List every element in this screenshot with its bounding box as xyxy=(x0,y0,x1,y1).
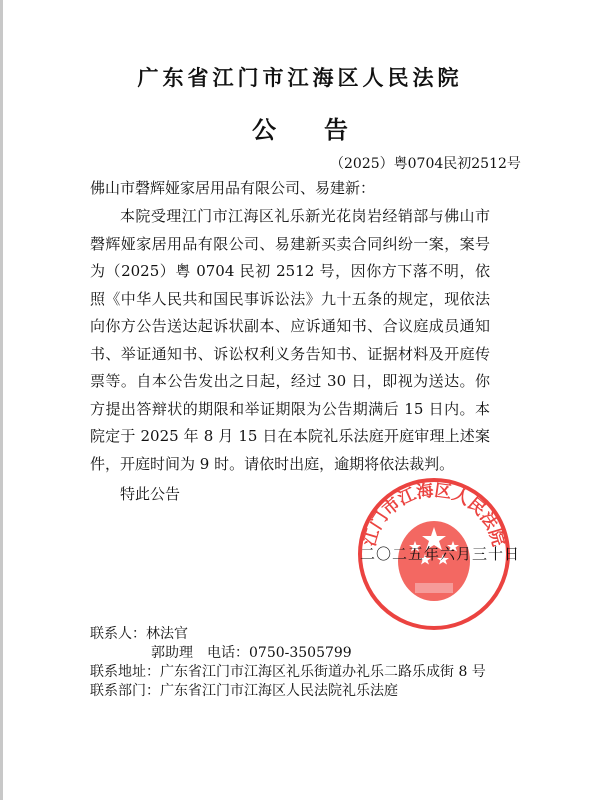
court-name: 广东省江门市江海区人民法院 xyxy=(137,65,463,90)
contact-address-row xyxy=(90,661,486,681)
contact-person-label: 联系人： xyxy=(90,626,146,642)
department-value: 广东省江门市江海区人民法院礼乐法庭 xyxy=(160,683,398,699)
phone-number: 0750-3505799 xyxy=(249,645,352,661)
contact-person-2-row xyxy=(151,642,352,662)
contact-person-row xyxy=(90,623,188,643)
body-paragraph: 本院受理江门市江海区礼乐新光花岗岩经销部与佛山市磬辉娅家居用品有限公司、易建新买卖合同纠纷一案，案号为（2025）粤 0704 民初 2512 号，因你方下落不明，依照《中华人民共和国民事诉讼法》九十五条的规定，现依法向你方公告送达起诉状副本、应诉通知书、合议庭成员通知书、举证通知书、诉讼权利义务告知书、证据材料及开庭传票等。自本公告发出之日起，经过 30 日，即视为送达。你方提出答辩状的期限和举证期限为公告期满后 15 日内。本院定于 2025 年 8 月 15 日在本院礼乐法庭开庭审理上述案件，开庭时间为 9 时。请依时出庭，逾期将依法裁判。 xyxy=(90,207,490,473)
department-label: 联系部门： xyxy=(90,683,160,699)
phone-label: 电话： xyxy=(207,645,249,661)
notice-body xyxy=(90,203,490,478)
contact-department-row xyxy=(90,680,398,700)
title-char-1: 公 xyxy=(252,115,276,144)
addressee: 佛山市磬辉娅家居用品有限公司、易建新： xyxy=(90,179,376,197)
case-number: （2025）粤0704民初2512号 xyxy=(330,156,521,172)
closing-text: 特此公告 xyxy=(120,485,181,503)
title-char-2: 告 xyxy=(324,115,348,144)
address-value: 广东省江门市江海区礼乐街道办礼乐二路乐成街 8 号 xyxy=(160,664,486,680)
issue-date: 二〇二五年六月三十日 xyxy=(360,545,521,563)
address-label: 联系地址： xyxy=(90,664,160,680)
seal-text: 江门市江海区人民法院 xyxy=(359,480,509,549)
contact-person-1: 林法官 xyxy=(146,626,188,642)
document-title xyxy=(0,110,600,145)
contact-person-2: 郭助理 xyxy=(151,645,193,661)
